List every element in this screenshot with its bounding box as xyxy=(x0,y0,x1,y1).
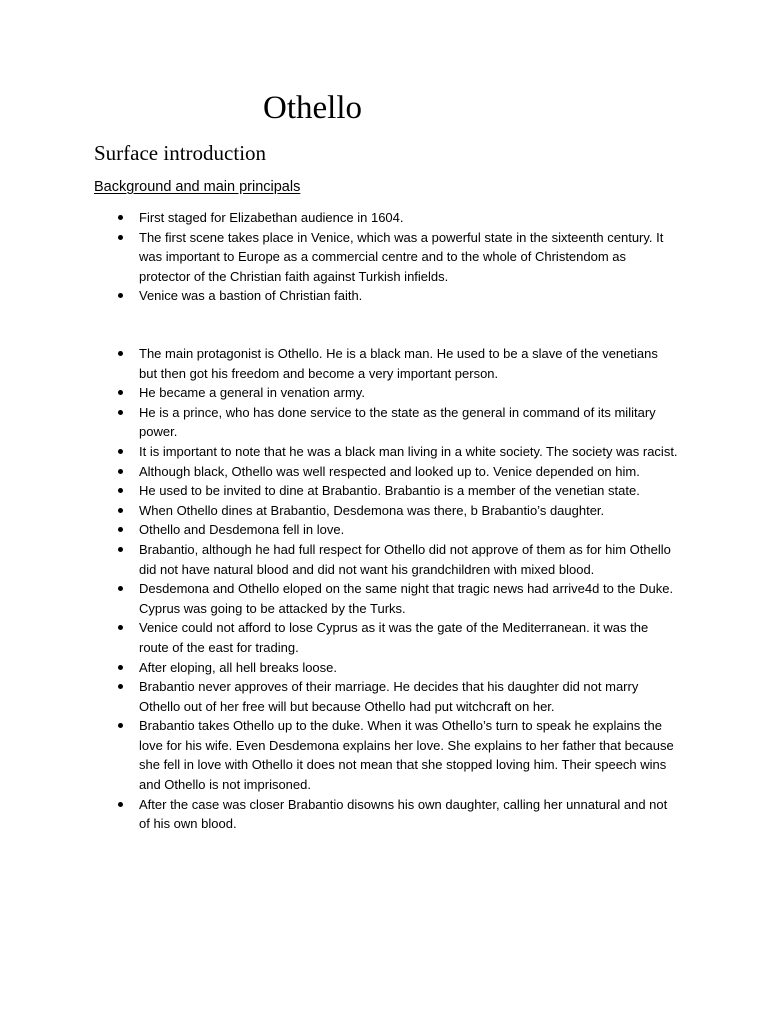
bullet-icon xyxy=(118,723,123,728)
list-item-text: Brabantio takes Othello up to the duke. When it was Othello’s turn to speak he explains the love for his wife. Even Desdemona explains her love. She explains to her father that because she fell in love with Othello it does not mean that she stopped loving him. Their speech wins and Othello is not imprisoned. xyxy=(139,718,674,793)
list-item xyxy=(118,228,678,287)
bullet-icon xyxy=(118,410,123,415)
section-heading: Background and main principals xyxy=(94,179,301,195)
list-item-text: The main protagonist is Othello. He is a black man. He used to be a slave of the venetians but then got his freedom and become a very important person. xyxy=(139,346,658,381)
list-item xyxy=(118,520,678,540)
bullet-icon xyxy=(118,508,123,513)
list-item-text: Brabantio never approves of their marriage. He decides that his daughter did not marry Othello out of her free will but because Othello had put witchcraft on her. xyxy=(139,679,639,714)
list-item xyxy=(118,403,678,442)
list-item xyxy=(118,658,678,678)
list-item-text: After eloping, all hell breaks loose. xyxy=(139,659,338,675)
list-item xyxy=(118,462,678,482)
list-item-text: Brabantio, although he had full respect for Othello did not approve of them as for him Othello did not have natural blood and did not want his grandchildren with mixed blood. xyxy=(139,541,671,577)
bullet-icon xyxy=(118,469,123,474)
list-item xyxy=(118,383,678,403)
list-item-text: He is a prince, who has done service to the state as the general in command of its military power. xyxy=(139,404,656,440)
list-item xyxy=(118,795,678,834)
bullet-icon xyxy=(118,547,123,552)
list-item xyxy=(118,208,678,228)
bullet-icon xyxy=(118,684,123,689)
list-item xyxy=(118,344,678,383)
document-title: Othello xyxy=(263,90,362,126)
list-item-text: When Othello dines at Brabantio, Desdemona was there, b Brabantio’s daughter. xyxy=(139,502,605,518)
bullet-icon xyxy=(118,586,123,591)
list-item xyxy=(118,481,678,501)
list-item xyxy=(118,540,678,579)
list-item xyxy=(118,677,678,716)
bullet-icon xyxy=(118,665,123,670)
bullet-icon xyxy=(118,449,123,454)
list-item-text: It is important to note that he was a black man living in a white society. The society was racist. xyxy=(139,443,678,459)
list-item-text: After the case was closer Brabantio disowns his own daughter, calling her unnatural and not of his own blood. xyxy=(139,796,668,832)
bullet-icon xyxy=(118,351,123,356)
bullet-icon xyxy=(118,390,123,395)
list-item xyxy=(118,716,678,794)
bullet-icon xyxy=(118,625,123,630)
list-item-text: He became a general in venation army. xyxy=(139,385,365,401)
list-item-text: He used to be invited to dine at Brabantio. Brabantio is a member of the venetian state. xyxy=(139,483,640,499)
list-item-text: Although black, Othello was well respected and looked up to. Venice depended on him. xyxy=(139,463,640,479)
list-item xyxy=(118,442,678,462)
list-item-text: Othello and Desdemona fell in love. xyxy=(139,522,345,538)
bullet-list-background xyxy=(118,208,678,306)
bullet-icon xyxy=(118,215,123,220)
bullet-icon xyxy=(118,488,123,493)
list-item-text: First staged for Elizabethan audience in 1604. xyxy=(139,210,404,225)
bullet-icon xyxy=(118,802,123,807)
list-item-text: The first scene takes place in Venice, which was a powerful state in the sixteenth century. It was important to Europe as a commercial centre and to the whole of Christendom as protector of the Christian faith against Turkish infields. xyxy=(139,229,664,284)
list-item-text: Venice could not afford to lose Cyprus as it was the gate of the Mediterranean. it was the route of the east for trading. xyxy=(139,620,649,655)
list-item xyxy=(118,618,678,657)
list-item xyxy=(118,579,678,618)
bullet-list-protagonist xyxy=(118,344,678,834)
list-item xyxy=(118,286,678,306)
bullet-icon xyxy=(118,293,123,298)
bullet-icon xyxy=(118,235,123,240)
list-item-text: Venice was a bastion of Christian faith. xyxy=(139,288,363,304)
document-subtitle: Surface introduction xyxy=(94,141,267,165)
bullet-icon xyxy=(118,527,123,532)
list-item xyxy=(118,501,678,521)
list-item-text: Desdemona and Othello eloped on the same night that tragic news had arrive4d to the Duke. Cyprus was going to be attacked by the Turks. xyxy=(139,581,674,616)
